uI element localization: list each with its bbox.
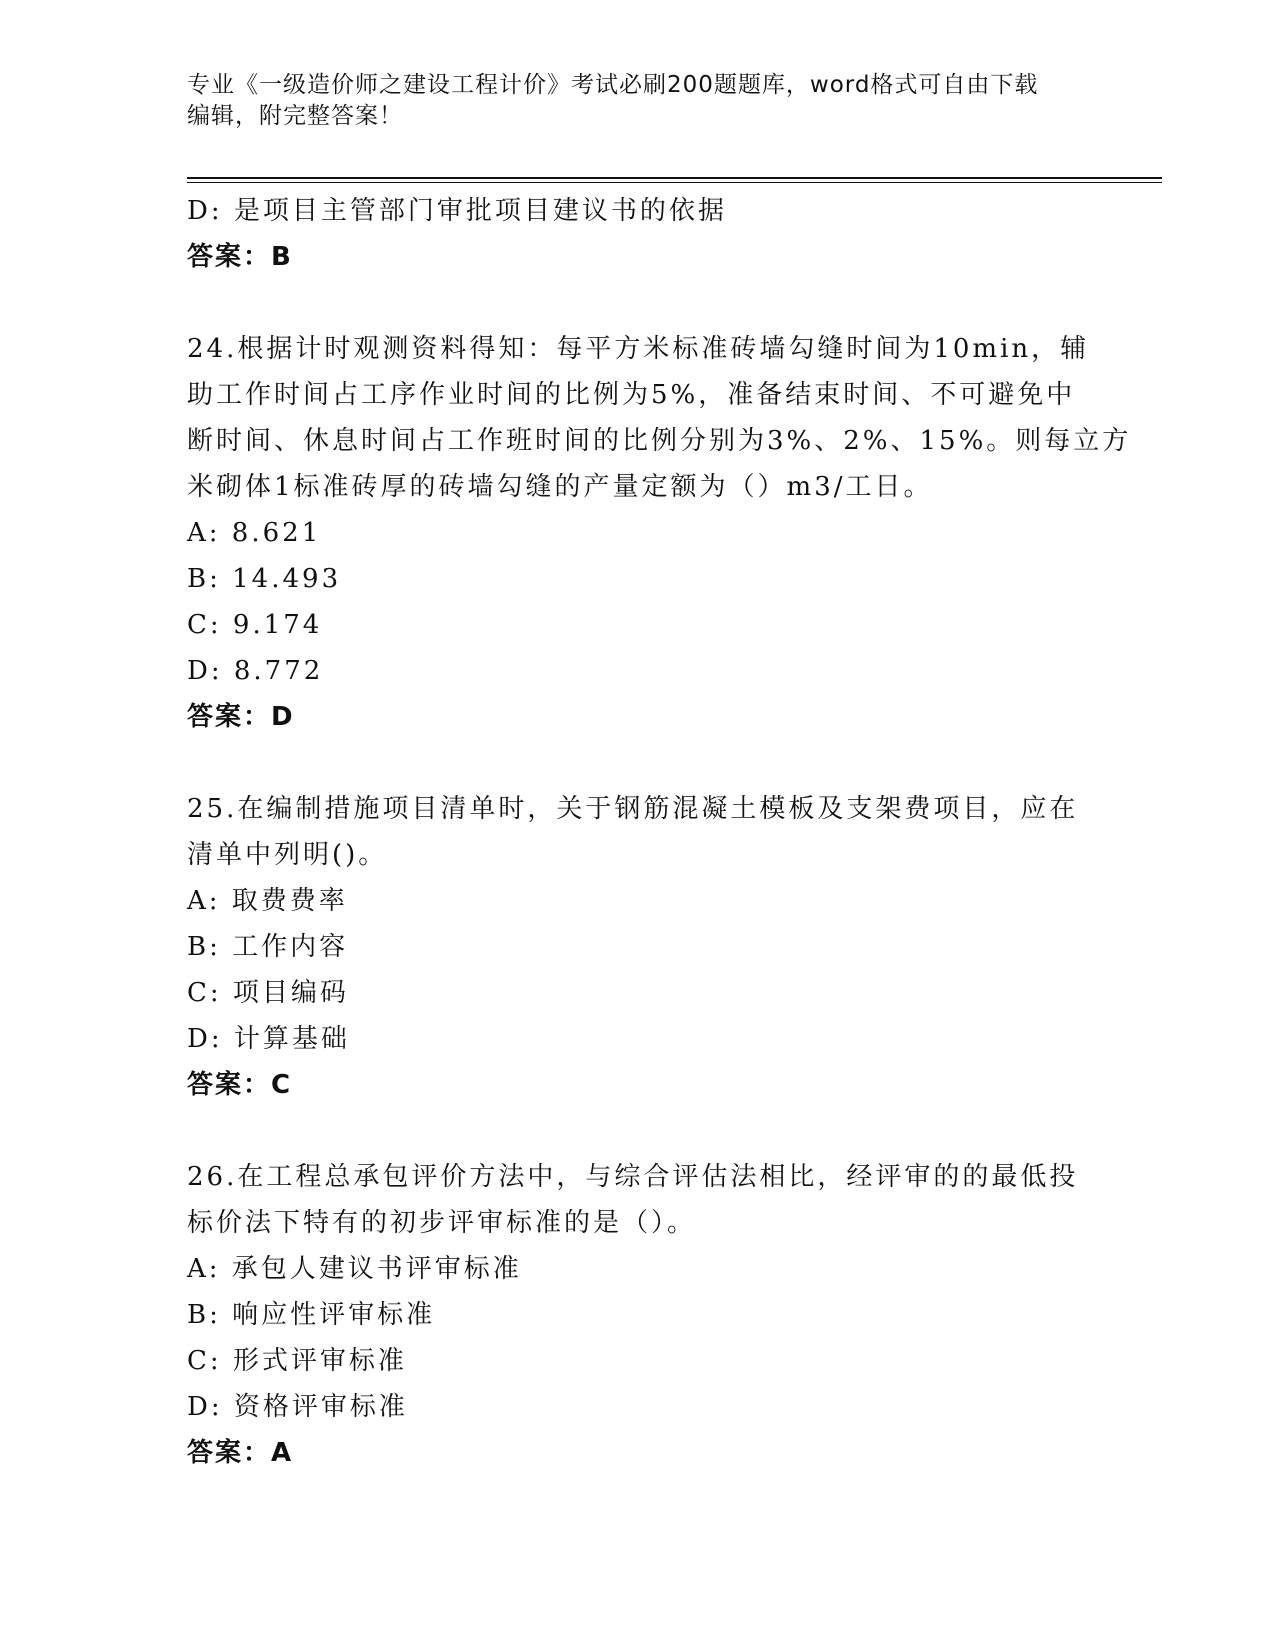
answer-line: 答案：B (187, 242, 293, 272)
option-b: B: 14.493 (187, 564, 342, 594)
question-26 (187, 1154, 1087, 1476)
option-c: C: 形式评审标准 (187, 1346, 407, 1376)
header-rule-thick (187, 177, 1162, 179)
header-rule-thin (187, 182, 1162, 183)
question-text-line: 标价法下特有的初步评审标准的是（）。 (187, 1208, 697, 1238)
spacer (187, 1108, 1087, 1154)
answer-line: 答案：D (187, 702, 295, 732)
question-text-line: 断时间、休息时间占工作班时间的比例分别为3%、2%、15%。则每立方 (187, 426, 1132, 456)
document-body (187, 188, 1132, 1476)
answer-line: 答案：C (187, 1070, 293, 1100)
option-d: D: 8.772 (187, 656, 324, 686)
question-text-line: 24.根据计时观测资料得知：每平方米标准砖墙勾缝时间为10min，辅 (187, 334, 1090, 364)
option-b: B: 响应性评审标准 (187, 1300, 436, 1330)
question-25 (187, 786, 1087, 1108)
option-a: A: 8.621 (187, 518, 322, 548)
answer-line: 答案：A (187, 1438, 294, 1468)
document-header: 专业《一级造价师之建设工程计价》考试必刷200题题库，word格式可自由下载 编辑，附完整答案！ (187, 72, 1039, 129)
option-a: A: 取费费率 (187, 886, 348, 916)
spacer (187, 740, 1087, 786)
option-c: C: 项目编码 (187, 978, 349, 1008)
question-text-line: 26.在工程总承包评价方法中，与综合评估法相比，经评审的的最低投 (187, 1162, 1079, 1192)
option-b: B: 工作内容 (187, 932, 349, 962)
option-d: D: 资格评审标准 (187, 1392, 408, 1422)
question-24 (187, 326, 1132, 740)
option-d: D: 计算基础 (187, 1024, 350, 1054)
question-text-line: 助工作时间占工序作业时间的比例为5%，准备结束时间、不可避免中 (187, 380, 1076, 410)
question-text-line: 25.在编制措施项目清单时，关于钢筋混凝土模板及支架费项目，应在 (187, 794, 1079, 824)
option-c: C: 9.174 (187, 610, 323, 640)
option-a: A: 承包人建议书评审标准 (187, 1254, 522, 1284)
question-text-line: 清单中列明()。 (187, 840, 388, 870)
option-d: D: 是项目主管部门审批项目建议书的依据 (187, 196, 727, 226)
spacer (187, 280, 1087, 326)
question-text-line: 米砌体1标准砖厚的砖墙勾缝的产量定额为（）m3/工日。 (187, 472, 933, 502)
